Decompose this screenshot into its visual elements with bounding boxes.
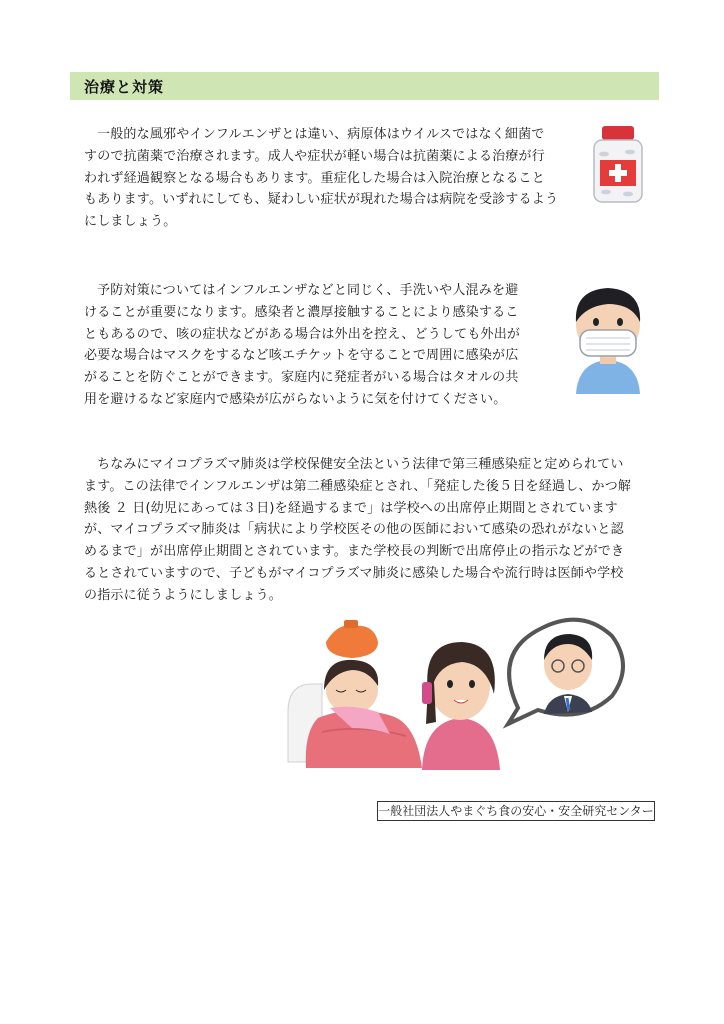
- text-line: がることを防ぐことができます。家庭内に発症者がいる場合はタオルの共: [84, 370, 519, 386]
- paragraph-treatment: [84, 124, 582, 233]
- text-line: の指示に従うようにしましょう。: [84, 587, 283, 603]
- text-line: ちなみにマイコプラズマ肺炎は学校保健安全法という法律で第三種感染症と定められてい: [97, 457, 624, 472]
- text-line: 一般的な風邪やインフルエンザとは違い、病原体はウイルスではなく細菌で: [97, 127, 545, 142]
- text-line: にしましょう。: [84, 214, 177, 230]
- paragraph-school-law: [84, 454, 654, 607]
- medicine-bottle-icon: [590, 124, 646, 206]
- text-line: すので抗菌薬で治療されます。成人や症状が軽い場合は抗菌薬による治療が行: [84, 148, 545, 164]
- text-line: 熱後 ２ 日(幼児にあっては３日)を経過するまで」は学校への出席停止期間とされています: [84, 500, 618, 516]
- text-line: ます。この法律でインフルエンザは第二種感染症とされ、「発症した後５日を経過し、かつ解: [84, 478, 632, 494]
- text-line: ともあるので、咳の症状などがある場合は外出を控え、どうしても外出が: [84, 326, 521, 342]
- text-line: が、マイコプラズマ肺炎は「病状により学校医その他の医師において感染の恐れがないと認: [84, 522, 624, 538]
- organization-credit: 一般社団法人やまぐち食の安心・安全研究センター: [377, 801, 655, 821]
- paragraph-prevention: [84, 280, 554, 411]
- text-line: めるまで」が出席停止期間とされています。また学校長の判断で出席停止の指示などができ: [84, 544, 625, 560]
- text-line: 必要な場合はマスクをするなど咳エチケットを守ることで周囲に感染が広: [84, 348, 519, 364]
- section-title: 治療と対策: [84, 78, 165, 96]
- sick-child-mother-doctor-illustration: [282, 612, 628, 772]
- text-line: もあります。いずれにしても、疑わしい症状が現れた場合は病院を受診するよう: [84, 192, 559, 208]
- masked-boy-icon: [566, 282, 650, 394]
- text-line: けることが重要になります。感染者と濃厚接触することにより感染するこ: [84, 304, 519, 320]
- section-header: [70, 72, 659, 100]
- text-line: 用を避けるなど家庭内で感染が広がらないように気を付けてください。: [84, 391, 507, 407]
- text-line: われず経過観察となる場合もあります。重症化した場合は入院治療となること: [84, 170, 545, 186]
- text-line: るとされていますので、子どもがマイコプラズマ肺炎に感染した場合や流行時は医師や学校: [84, 565, 624, 581]
- text-line: 予防対策についてはインフルエンザなどと同じく、手洗いや人混みを避: [97, 283, 519, 298]
